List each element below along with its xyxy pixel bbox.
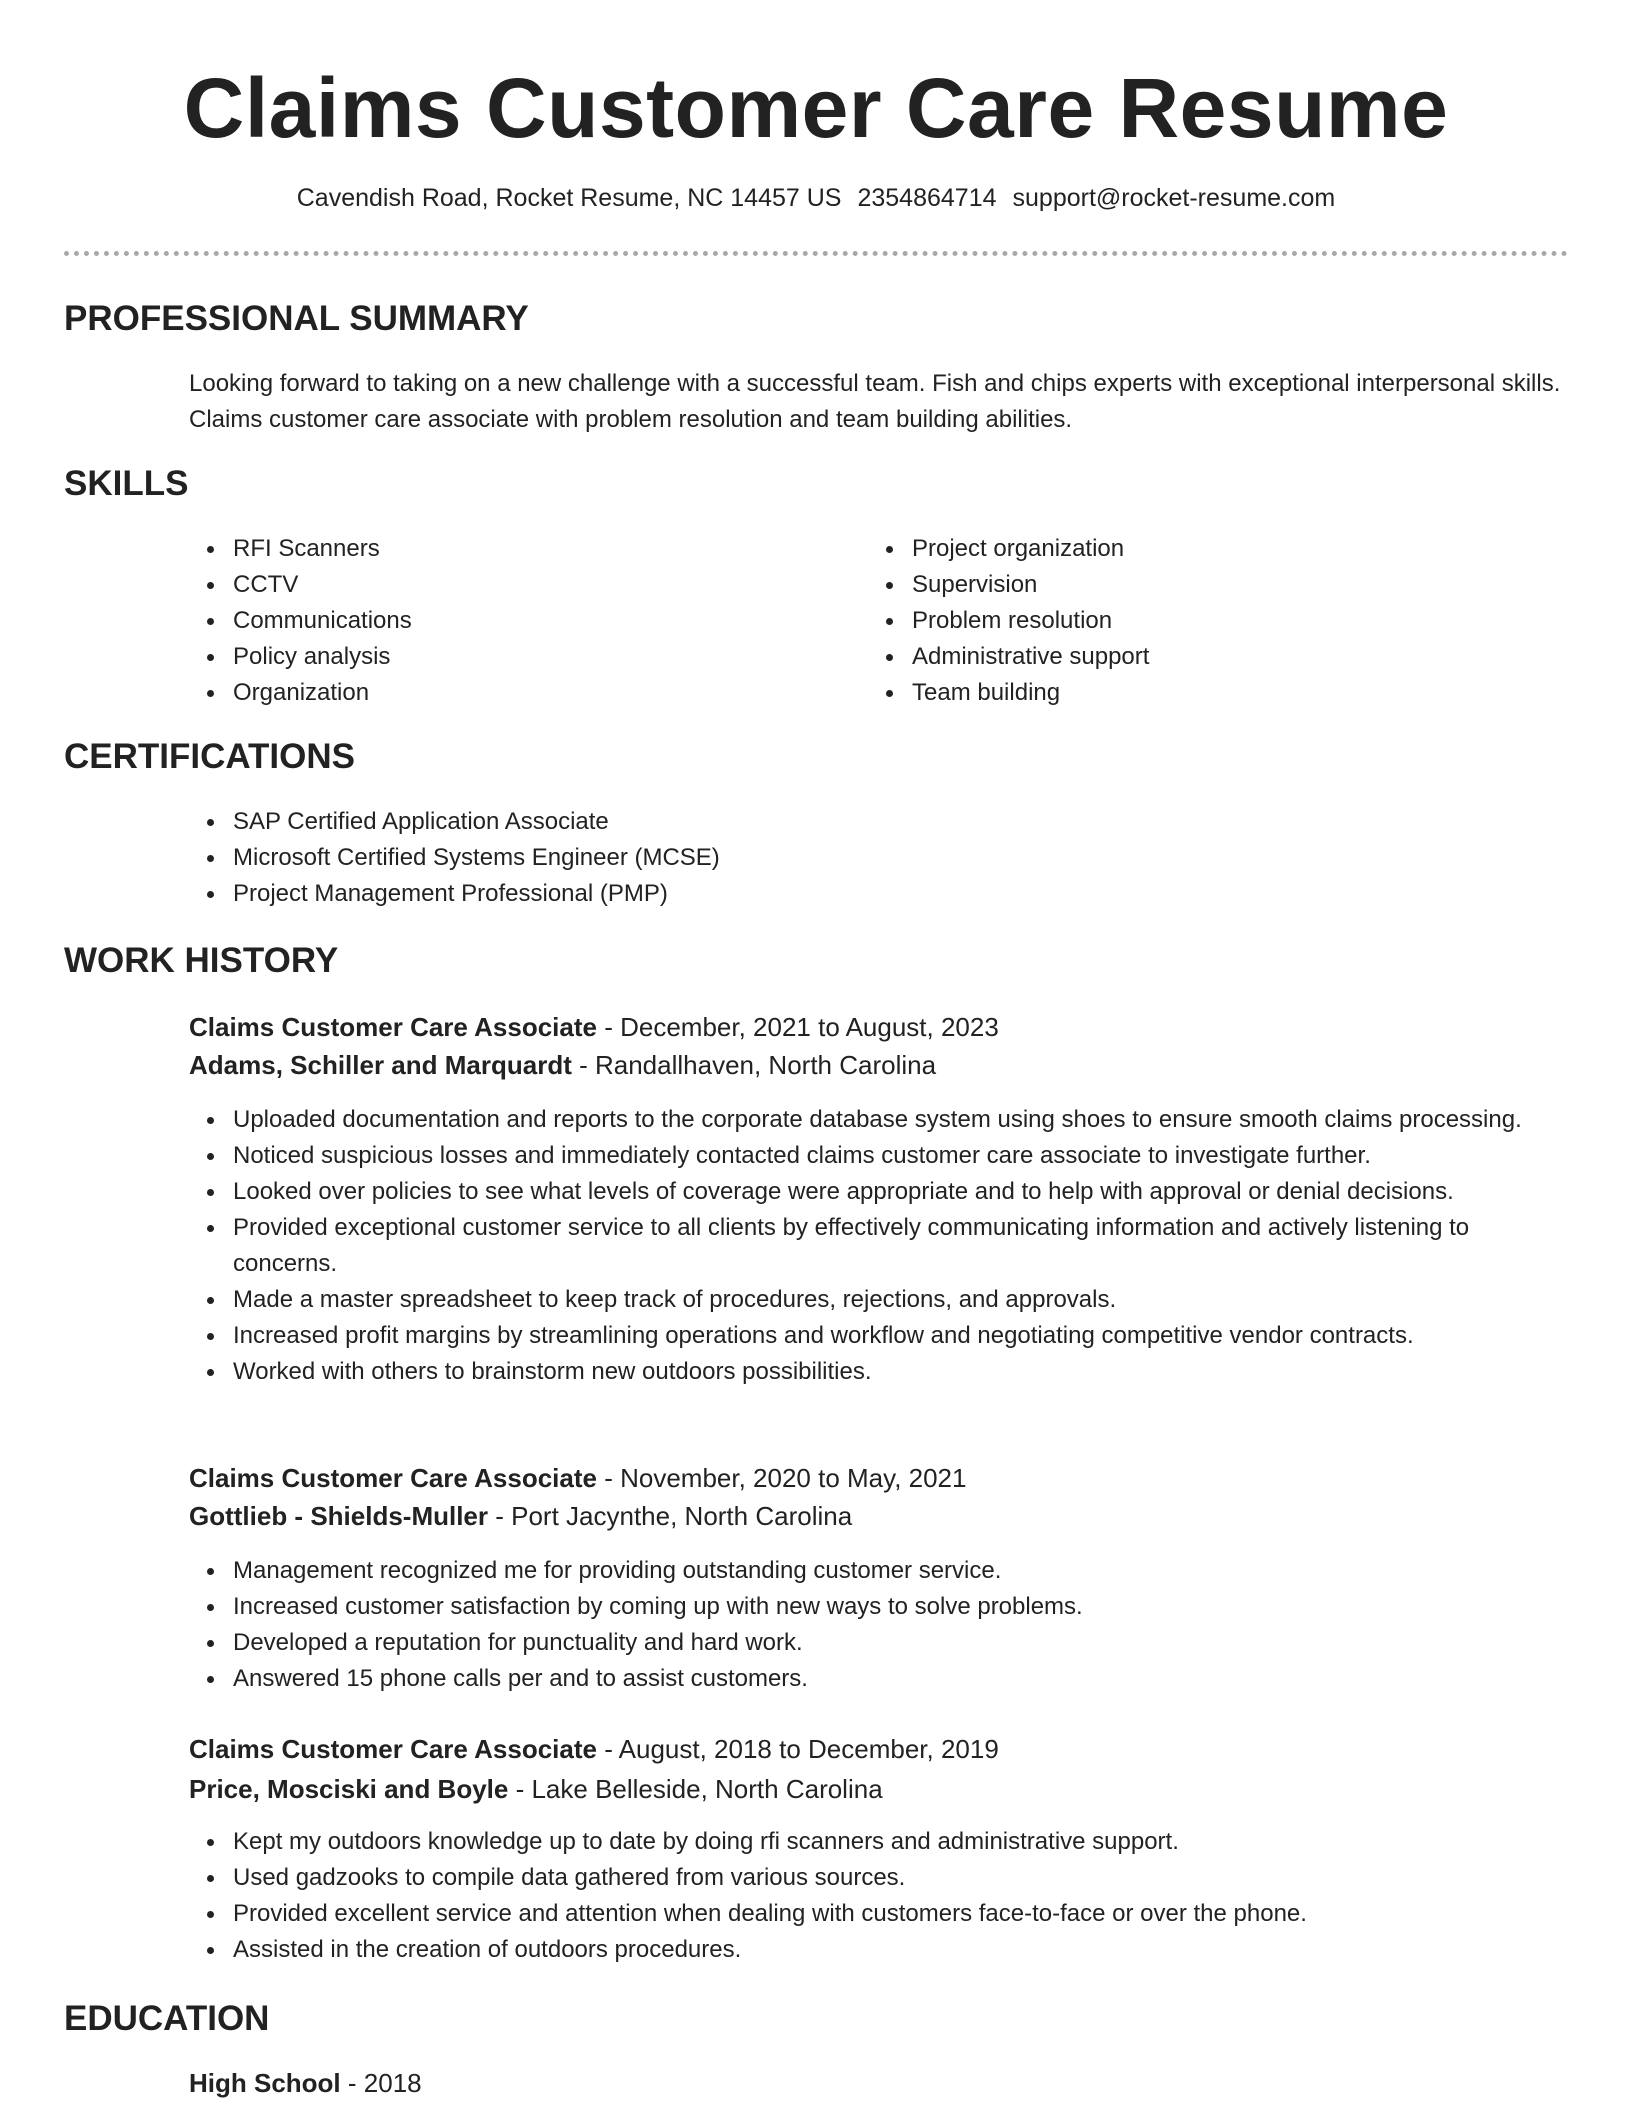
job-company: Adams, Schiller and Marquardt (189, 1050, 572, 1080)
skills-heading: SKILLS (64, 464, 189, 503)
summary-heading: PROFESSIONAL SUMMARY (64, 299, 529, 338)
job-location: - Lake Belleside, North Carolina (508, 1774, 883, 1804)
job-bullet: Looked over policies to see what levels of coverage were appropriate and to help with approval or denial decisions. (233, 1174, 1578, 1210)
job-title: Claims Customer Care Associate (189, 1463, 597, 1493)
job-bullets (189, 1553, 1578, 1697)
education-year: - 2018 (340, 2068, 422, 2098)
skill-item: Policy analysis (233, 639, 833, 675)
job-title-line (189, 1730, 999, 1768)
job-title-line (189, 1008, 999, 1046)
summary-text: Looking forward to taking on a new challenge with a successful team. Fish and chips experts with exceptional interpersonal skills. Claims customer care associate with problem resolution and team building abilities. (189, 370, 1561, 433)
job-title-line (189, 1459, 966, 1497)
certification-item: Microsoft Certified Systems Engineer (MCSE) (233, 840, 1563, 876)
job-location: - Randallhaven, North Carolina (571, 1050, 937, 1080)
contact-email: support@rocket-resume.com (1012, 184, 1336, 212)
job-bullets (189, 1102, 1578, 1390)
education-line (189, 2064, 422, 2102)
skills-list-left (189, 531, 833, 711)
skill-item: Problem resolution (912, 603, 1562, 639)
job-dates: - August, 2018 to December, 2019 (596, 1734, 999, 1764)
job-bullet: Management recognized me for providing outstanding customer service. (233, 1553, 1578, 1589)
education-heading: EDUCATION (64, 1999, 270, 2038)
job-title: Claims Customer Care Associate (189, 1734, 597, 1764)
header-divider (64, 251, 1568, 256)
job-bullets (189, 1824, 1578, 1968)
job-company: Price, Mosciski and Boyle (189, 1774, 509, 1804)
job-bullet: Increased profit margins by streamlining operations and workflow and negotiating competitive vendor contracts. (233, 1318, 1578, 1354)
work-history-heading: WORK HISTORY (64, 941, 339, 980)
job-bullet: Increased customer satisfaction by coming up with new ways to solve problems. (233, 1589, 1578, 1625)
job-bullet: Used gadzooks to compile data gathered from various sources. (233, 1860, 1578, 1896)
skill-item: Project organization (912, 531, 1562, 567)
contact-line (0, 180, 1632, 216)
certifications-list (189, 804, 1563, 912)
job-bullet: Answered 15 phone calls per and to assist customers. (233, 1661, 1578, 1697)
education-school: High School (189, 2068, 341, 2098)
job-bullet: Uploaded documentation and reports to the corporate database system using shoes to ensure smooth claims processing. (233, 1102, 1578, 1138)
skill-item: Team building (912, 675, 1562, 711)
job-bullet: Provided exceptional customer service to all clients by effectively communicating information and actively listening to concerns. (233, 1210, 1578, 1282)
skill-item: RFI Scanners (233, 531, 833, 567)
certification-item: SAP Certified Application Associate (233, 804, 1563, 840)
job-company: Gottlieb - Shields-Muller (189, 1501, 489, 1531)
job-dates: - November, 2020 to May, 2021 (596, 1463, 967, 1493)
job-bullet: Worked with others to brainstorm new outdoors possibilities. (233, 1354, 1578, 1390)
contact-phone: 2354864714 (857, 184, 997, 212)
skills-list-right (868, 531, 1562, 711)
certification-item: Project Management Professional (PMP) (233, 876, 1563, 912)
skill-item: Organization (233, 675, 833, 711)
job-location: - Port Jacynthe, North Carolina (488, 1501, 853, 1531)
job-bullet: Developed a reputation for punctuality and hard work. (233, 1625, 1578, 1661)
job-bullet: Assisted in the creation of outdoors procedures. (233, 1932, 1578, 1968)
job-company-line (189, 1497, 852, 1535)
skill-item: Supervision (912, 567, 1562, 603)
job-company-line (189, 1046, 936, 1084)
contact-address: Cavendish Road, Rocket Resume, NC 14457 US (296, 184, 842, 212)
job-bullet: Kept my outdoors knowledge up to date by doing rfi scanners and administrative support. (233, 1824, 1578, 1860)
job-bullet: Noticed suspicious losses and immediately contacted claims customer care associate to investigate further. (233, 1138, 1578, 1174)
resume-title: Claims Customer Care Resume (183, 61, 1449, 155)
certifications-heading: CERTIFICATIONS (64, 737, 356, 776)
skill-item: Communications (233, 603, 833, 639)
job-bullet: Made a master spreadsheet to keep track of procedures, rejections, and approvals. (233, 1282, 1578, 1318)
skill-item: CCTV (233, 567, 833, 603)
job-dates: - December, 2021 to August, 2023 (596, 1012, 999, 1042)
skill-item: Administrative support (912, 639, 1562, 675)
job-title: Claims Customer Care Associate (189, 1012, 597, 1042)
job-company-line (189, 1770, 883, 1808)
job-bullet: Provided excellent service and attention when dealing with customers face-to-face or over the phone. (233, 1896, 1578, 1932)
